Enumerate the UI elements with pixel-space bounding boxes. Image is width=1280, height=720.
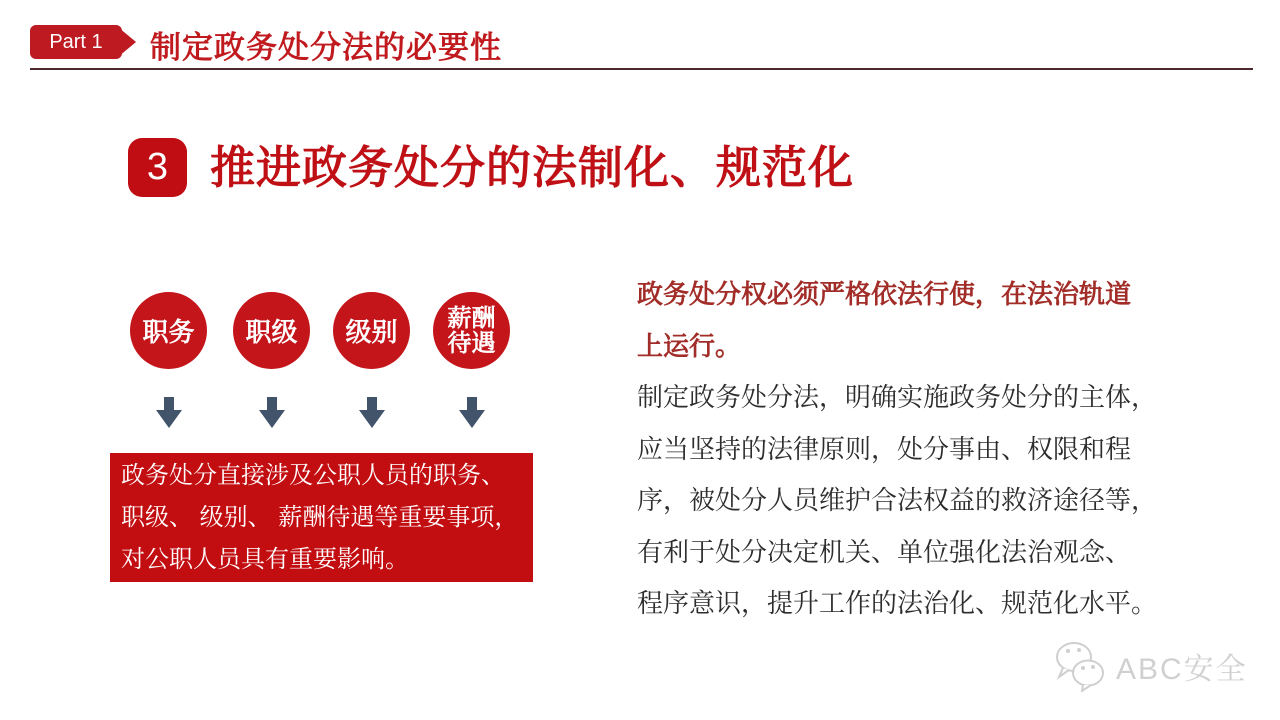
right-panel [637,269,1182,630]
stage-circle-grade [333,292,410,369]
stage-circle-label: 待遇 [447,329,496,357]
stage-circle-position [130,292,207,369]
watermark [1052,640,1248,692]
wechat-icon [1052,640,1108,692]
down-arrow-icon [358,397,386,429]
stage-circle-label: 薪酬 [447,304,496,332]
stage-circle-label: 级别 [345,317,398,347]
section-heading: 推进政务处分的法制化、规范化 [210,142,855,193]
summary-line: 职级、 级别、 薪酬待遇等重要事项， [121,504,519,531]
stage-circle-rank [233,292,310,369]
down-arrow-icon [155,397,183,429]
summary-box [110,453,533,582]
down-arrow-icon [458,397,486,429]
body-line: 序，被处分人员维护合法权益的救济途径等， [637,485,1158,515]
section-number-badge: 3 [128,138,187,197]
part-badge [30,25,122,59]
summary-line: 对公职人员具有重要影响。 [121,546,409,573]
part-badge-label: Part 1 [49,30,103,53]
body-line: 程序意识，提升工作的法治化、规范化水平。 [637,588,1158,618]
body-line: 应当坚持的法律原则，处分事由、权限和程 [637,433,1132,464]
page-title: 制定政务处分法的必要性 [150,30,502,65]
body-line: 有利于处分决定机关、单位强化法治观念、 [637,536,1132,567]
emphasis-line: 政务处分权必须严格依法行使，在法治轨道 [637,279,1132,309]
summary-line: 政务处分直接涉及公职人员的职务、 [121,462,505,489]
down-arrow-icon [258,397,286,429]
stage-circle-salary [433,292,510,369]
stage-circle-label: 职务 [142,317,195,347]
body-line: 制定政务处分法，明确实施政务处分的主体， [637,382,1158,412]
header-divider [30,68,1253,70]
watermark-label: ABC安全 [1116,653,1248,686]
emphasis-line: 上运行。 [637,330,742,361]
stage-circle-label: 职级 [245,317,298,347]
